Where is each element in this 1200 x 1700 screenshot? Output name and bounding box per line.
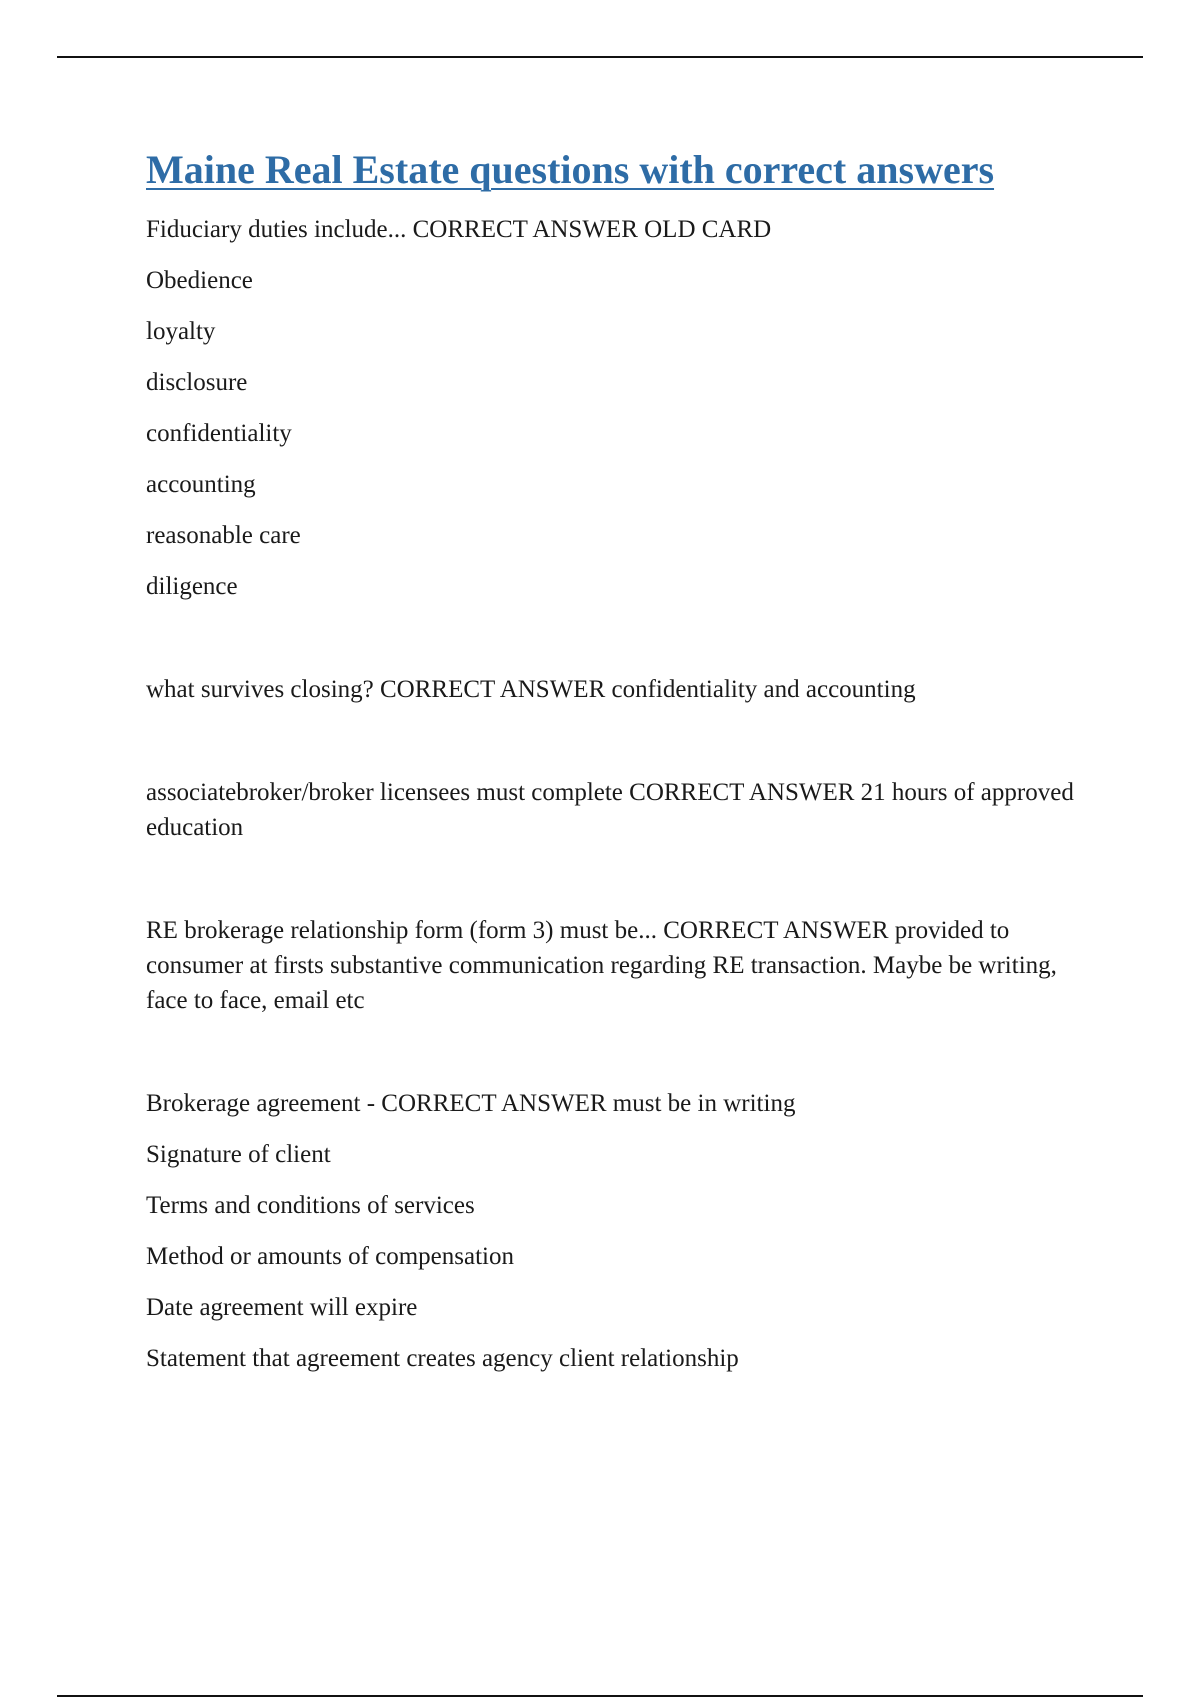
list-item: Statement that agreement creates agency client relationship (146, 1345, 739, 1372)
list-item: Method or amounts of compensation (146, 1243, 514, 1270)
list-item: Terms and conditions of services (146, 1192, 475, 1219)
list-item: Signature of client (146, 1141, 331, 1168)
question-text: Fiduciary duties include... CORRECT ANSWER OLD CARD (146, 216, 772, 243)
document-title[interactable]: Maine Real Estate questions with correct answers (146, 147, 995, 192)
list-item: confidentiality (146, 420, 292, 447)
question-text: what survives closing? CORRECT ANSWER confidentiality and accounting (146, 676, 916, 703)
list-item: Date agreement will expire (146, 1294, 418, 1321)
list-item: reasonable care (146, 522, 301, 549)
section-relationship-form (146, 913, 1096, 1018)
question-text: Brokerage agreement - CORRECT ANSWER must be in writing (146, 1090, 796, 1117)
list-item: loyalty (146, 318, 216, 345)
section-brokerage-agreement (146, 1086, 1096, 1376)
question-text: RE brokerage relationship form (form 3) must be... CORRECT ANSWER provided to consumer at firsts substantive communication regarding RE transaction. Maybe be writing, face to face, email etc (146, 917, 1057, 1014)
list-item: accounting (146, 471, 256, 498)
document-body (146, 140, 1096, 1376)
section-survives-closing (146, 672, 1096, 707)
list-item: disclosure (146, 369, 248, 396)
list-item: Obedience (146, 267, 253, 294)
list-item: diligence (146, 573, 238, 600)
question-text: associatebroker/broker licensees must complete CORRECT ANSWER 21 hours of approved education (146, 779, 1074, 841)
section-education-hours (146, 775, 1096, 845)
section-fiduciary-duties (146, 212, 1096, 604)
footer-rule (57, 1695, 1143, 1697)
header-rule (57, 56, 1143, 58)
